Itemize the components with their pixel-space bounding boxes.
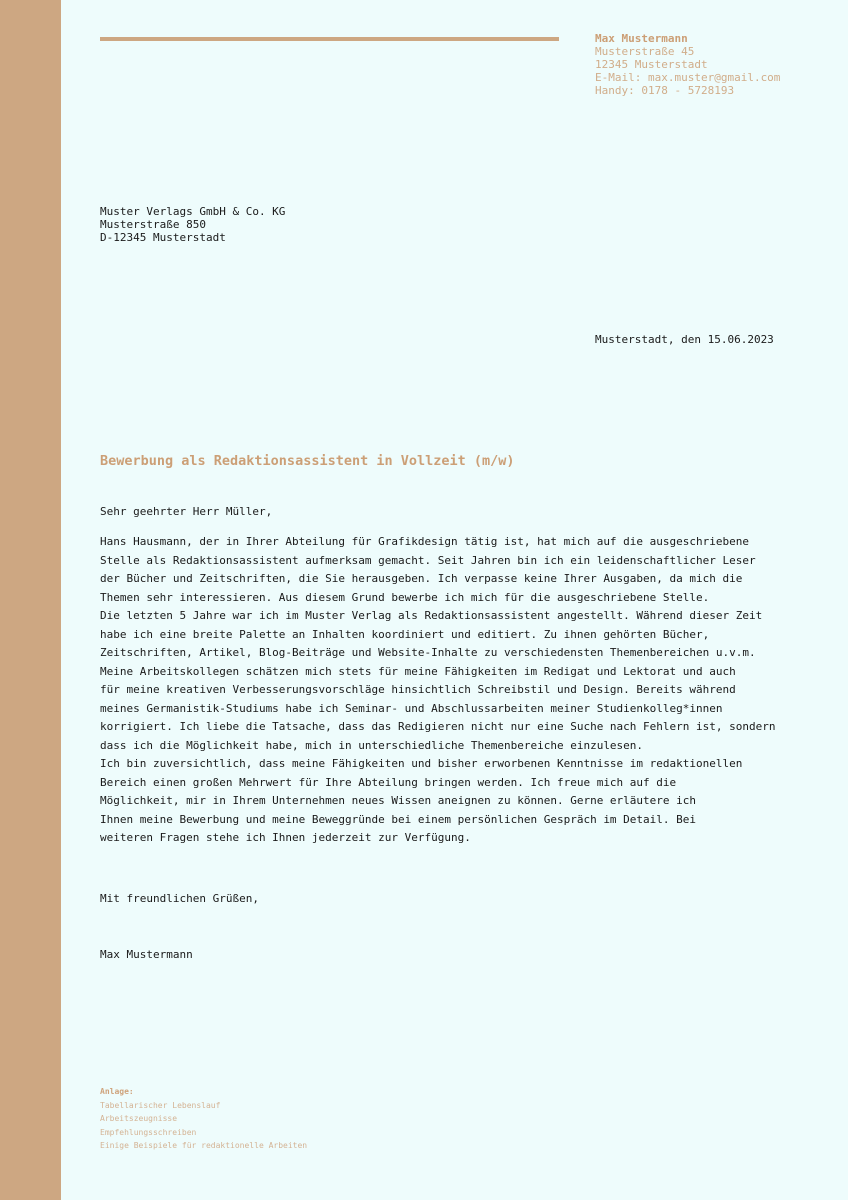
body-line: Bereich einen großen Mehrwert für Ihre Abteilung bringen werden. Ich freue mich auf die — [100, 775, 677, 789]
recipient-block — [100, 205, 285, 244]
closing: Mit freundlichen Grüßen, — [100, 892, 259, 905]
body-line: Hans Hausmann, der in Ihrer Abteilung für Grafikdesign tätig ist, hat mich auf die ausgeschriebene — [100, 535, 750, 548]
body-line: Die letzten 5 Jahre war ich im Muster Verlag als Redaktionsassistent angestellt. Während dieser Zeit — [100, 609, 763, 622]
body-line: meines Germanistik-Studiums habe ich Seminar- und Abschlussarbeiten meiner Studienkolleg*innen — [100, 701, 723, 715]
body-line: für meine kreativen Verbesserungsvorschläge hinsichtlich Schreibstil und Design. Bereits während — [100, 683, 736, 696]
letter-body — [100, 533, 820, 848]
body-line: habe ich eine breite Palette an Inhalten koordiniert und editiert. Zu ihnen gehörten Bücher, — [100, 627, 710, 641]
sender-block — [595, 32, 780, 97]
body-line: weiteren Fragen stehe ich Ihnen jederzeit zur Verfügung. — [100, 831, 471, 844]
body-line: dass ich die Möglichkeit habe, mich in unterschiedliche Themenbereiche einzulesen. — [100, 738, 644, 752]
recipient-city: D-12345 Musterstadt — [100, 231, 226, 244]
body-line: Ihnen meine Bewerbung und meine Beweggründe bei einem persönlichen Gespräch im Detail. Bei — [100, 812, 697, 826]
body-line: Themen sehr interessieren. Aus diesem Grund bewerbe ich mich für die ausgeschriebene Stelle. — [100, 590, 710, 604]
body-line: korrigiert. Ich liebe die Tatsache, dass das Redigieren nicht nur eine Suche nach Fehlern ist, sondern — [100, 720, 776, 733]
enclosure-item: Einige Beispiele für redaktionelle Arbeiten — [100, 1141, 308, 1150]
sender-phone: Handy: 0178 - 5728193 — [595, 84, 735, 97]
sender-email: E-Mail: max.muster@gmail.com — [595, 71, 781, 84]
body-line: der Bücher und Zeitschriften, die Sie herausgeben. Ich verpasse keine Ihrer Ausgaben, da mich die — [100, 572, 743, 585]
recipient-street: Musterstraße 850 — [100, 218, 206, 231]
signature-name: Max Mustermann — [100, 948, 193, 961]
salutation: Sehr geehrter Herr Müller, — [100, 505, 273, 518]
body-line: Stelle als Redaktionsassistent aufmerksam gemacht. Seit Jahren bin ich ein leidenschaftlicher Leser — [100, 553, 756, 567]
header-rule — [100, 37, 559, 41]
body-line: Zeitschriften, Artikel, Blog-Beiträge und Website-Inhalte zu verschiedensten Themenbereichen u.v.m. — [100, 646, 756, 659]
enclosure-item: Tabellarischer Lebenslauf — [100, 1100, 221, 1110]
sender-city: 12345 Musterstadt — [595, 58, 708, 71]
letter-subject: Bewerbung als Redaktionsassistent in Vollzeit (m/w) — [100, 453, 515, 469]
recipient-company: Muster Verlags GmbH & Co. KG — [100, 205, 286, 218]
enclosure-item: Arbeitszeugnisse — [100, 1114, 178, 1123]
accent-sidebar — [0, 0, 61, 1200]
letter-date: Musterstadt, den 15.06.2023 — [595, 333, 774, 346]
body-line: Meine Arbeitskollegen schätzen mich stets für meine Fähigkeiten im Redigat und Lektorat und auch — [100, 664, 736, 678]
sender-name: Max Mustermann — [595, 32, 688, 45]
sender-street: Musterstraße 45 — [595, 45, 695, 58]
enclosure-item: Empfehlungsschreiben — [100, 1127, 197, 1137]
body-line: Ich bin zuversichtlich, dass meine Fähigkeiten und bisher erworbenen Kenntnisse im redaktionellen — [100, 757, 743, 770]
enclosures-list — [100, 1085, 307, 1153]
enclosures-heading: Anlage: — [100, 1087, 134, 1096]
body-line: Möglichkeit, mir in Ihrem Unternehmen neues Wissen aneignen zu können. Gerne erläutere ich — [100, 794, 697, 807]
